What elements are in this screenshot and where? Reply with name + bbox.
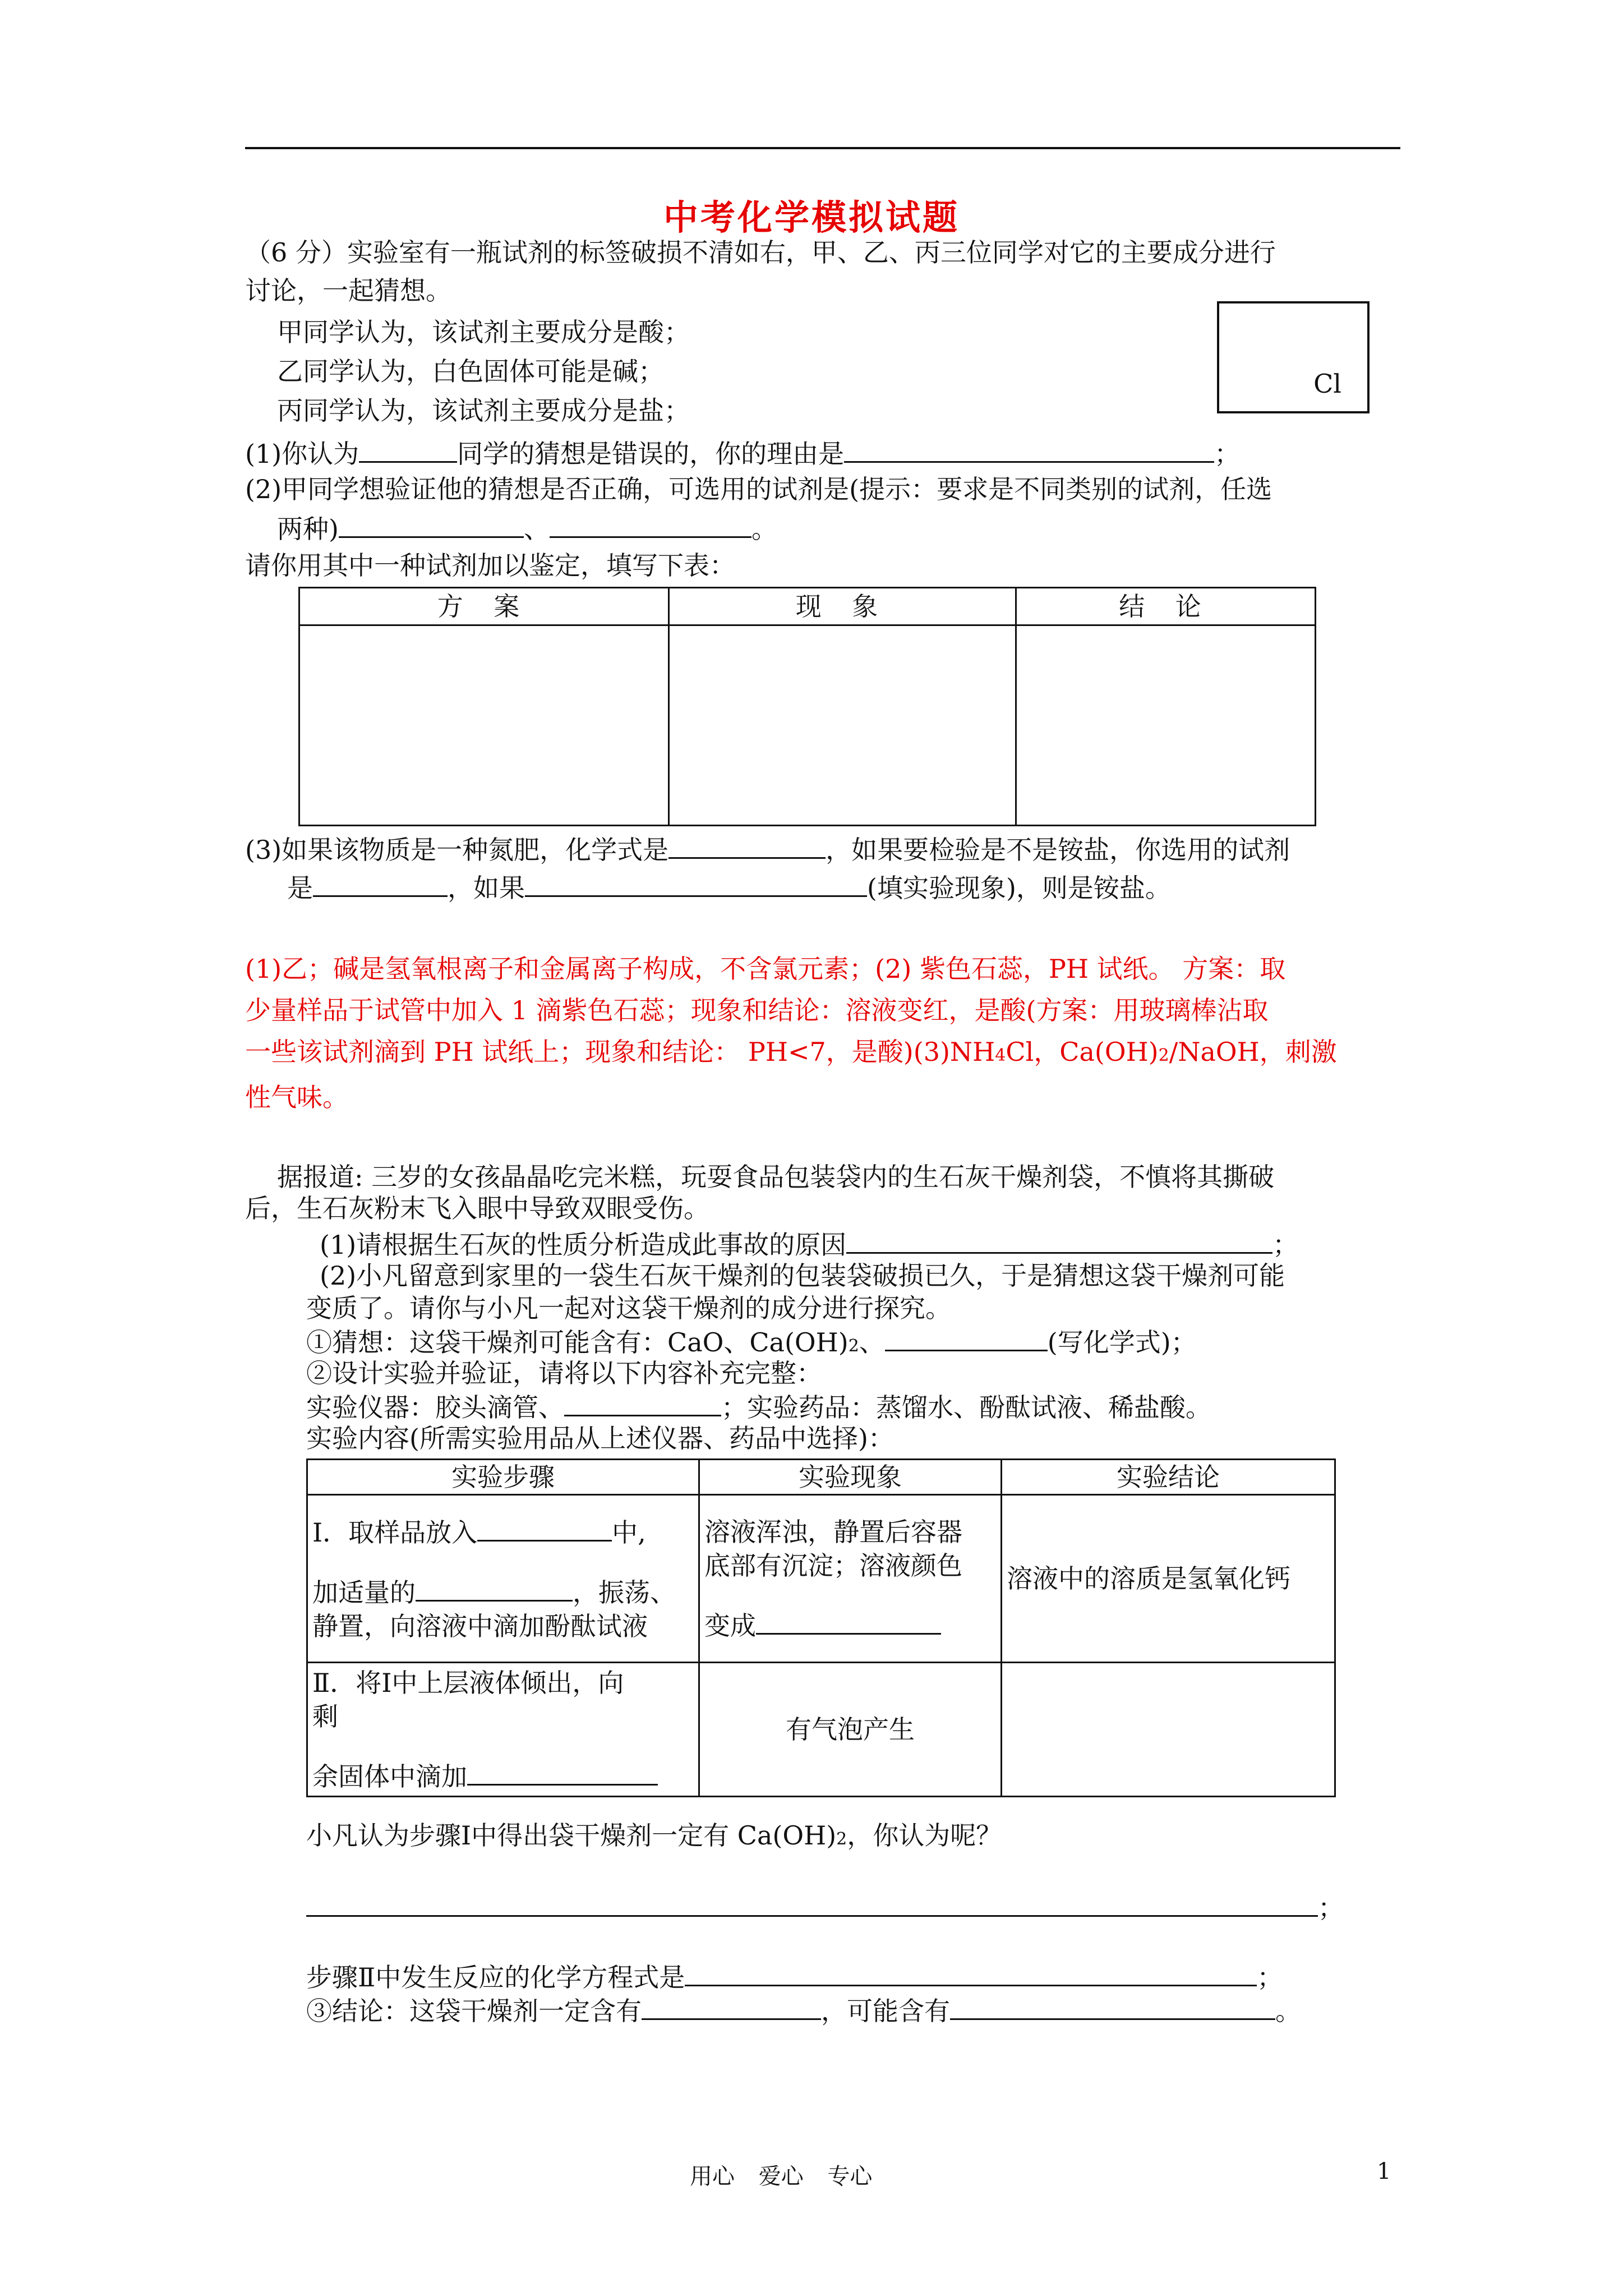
q2-row1-step-b: 中,	[612, 1517, 646, 1548]
q2-conclusion-a: ③结论：这袋干燥剂一定含有	[306, 1996, 642, 2026]
q2-equation-text: 步骤Ⅱ中发生反应的化学方程式是	[306, 1962, 685, 1993]
q1-intro-line1: （6 分）实验室有一瓶试剂的标签破损不清如右，甲、乙、丙三位同学对它的主要成分进行	[245, 237, 1276, 268]
q2-guess-sub: 2	[848, 1336, 859, 1356]
q1-part2-line2	[277, 510, 777, 546]
q1-part3-d: ，如果	[448, 873, 525, 903]
answer-line1: (1)乙；碱是氢氧根离子和金属离子构成，不含氯元素；(2) 紫色石蕊，PH 试纸。 方案：取	[245, 954, 1286, 984]
q2-question-b: ，你认为呢？	[847, 1820, 1002, 1851]
blank-definitely-contains[interactable]	[642, 1993, 821, 2020]
q2-question	[306, 1819, 1002, 1856]
page-title: 中考化学模拟试题	[663, 197, 960, 238]
footer-motto: 用心 爱心 专心	[690, 2164, 873, 2189]
q1-part1	[245, 435, 1240, 471]
q1-part2-sep: 、	[523, 514, 550, 544]
q2-row2-step	[307, 1663, 699, 1797]
q2-col-observation: 实验现象	[699, 1460, 1002, 1495]
answer-line3-b: Cl，Ca(OH)	[1006, 1037, 1159, 1067]
q2-instruments-a: 实验仪器：胶头滴管、	[306, 1392, 564, 1423]
answer-line3-sub2: 2	[1158, 1046, 1169, 1065]
q2-row1-step-d: ，振荡、	[573, 1577, 676, 1608]
blank-add-reagent[interactable]	[416, 1574, 573, 1602]
q1-col-plan: 方 案	[299, 588, 669, 625]
header-rule	[245, 147, 1400, 149]
blank-wrong-student[interactable]	[359, 435, 457, 463]
q2-conclusion	[306, 1993, 1301, 2028]
blank-formula[interactable]	[668, 831, 826, 859]
q2-row1-obs-c: 变成	[704, 1610, 756, 1641]
q2-sub2-line1: (2)小凡留意到家里的一袋生石灰干燥剂的包装袋破损已久，于是猜想这袋干燥剂可能	[320, 1260, 1285, 1291]
q2-row1-observation	[699, 1495, 1002, 1663]
q2-opinion-line	[306, 1889, 1344, 1925]
q2-row2-step-c: 余固体中滴加	[312, 1761, 467, 1792]
q2-instruments	[306, 1389, 1211, 1424]
blank-reason[interactable]	[844, 435, 1214, 463]
q1-part3-c: 是	[287, 873, 313, 903]
q2-row1-step-c: 加适量的	[312, 1577, 416, 1608]
q2-row1-step	[307, 1495, 699, 1663]
blank-container[interactable]	[477, 1514, 612, 1542]
q1-part3-line1	[245, 831, 1290, 867]
q1-part2-line1: (2)甲同学想验证他的猜想是否正确，可选用的试剂是(提示：要求是不同类别的试剂，任选	[245, 474, 1272, 504]
blank-phenomenon[interactable]	[525, 869, 867, 897]
q2-row1-step-e: 静置，向溶液中滴加酚酞试液	[312, 1611, 648, 1641]
answer-line3-c: /NaOH，刺激	[1169, 1037, 1337, 1067]
q2-design: ②设计实验并验证，请将以下内容补充完整：	[306, 1358, 822, 1388]
q1-phenomenon-cell[interactable]	[669, 625, 1016, 826]
q2-question-sub: 2	[836, 1829, 847, 1849]
answer-line3-a: 一些该试剂滴到 PH 试纸上；现象和结论： PH<7，是酸)(3)NH	[245, 1037, 995, 1067]
q2-content: 实验内容(所需实验用品从上述仪器、药品中选择)：	[306, 1423, 894, 1453]
blank-instrument[interactable]	[564, 1389, 721, 1416]
q2-sub1-text: (1)请根据生石灰的性质分析造成此事故的原因	[320, 1230, 847, 1260]
q1-part1-prefix: (1)你认为	[245, 439, 359, 469]
q1-conclusion-cell[interactable]	[1016, 625, 1316, 826]
q1-part3-e: (填实验现象)，则是铵盐。	[867, 873, 1171, 903]
q2-row1-obs-a: 溶液浑浊，静置后容器	[704, 1516, 962, 1547]
q2-intro-line2: 后，生石灰粉末飞入眼中导致双眼受伤。	[245, 1193, 709, 1223]
q2-row2-conclusion[interactable]	[1002, 1663, 1335, 1797]
q1-col-phenomenon: 现 象	[669, 588, 1016, 625]
q1-part3-line2	[287, 869, 1171, 905]
q2-question-a: 小凡认为步骤Ⅰ中得出袋干燥剂一定有 Ca(OH)	[306, 1820, 837, 1851]
q2-intro-line1: 据报道: 三岁的女孩晶晶吃完米糕，玩耍食品包装袋内的生石灰干燥剂袋，不慎将其撕破	[277, 1162, 1275, 1192]
q1-plan-cell[interactable]	[299, 625, 669, 826]
q2-sub1-end: ；	[1272, 1230, 1299, 1260]
q2-row1-obs-b: 底部有沉淀；溶液颜色	[704, 1550, 962, 1581]
q1-opinion-yi: 乙同学认为，白色固体可能是碱；	[277, 356, 664, 386]
q1-part3-mid: ，如果要检验是不是铵盐，你选用的试剂	[826, 835, 1290, 865]
blank-ammonium-reagent[interactable]	[313, 869, 448, 897]
q1-opinion-bing: 丙同学认为，该试剂主要成分是盐；	[277, 395, 690, 426]
q1-part1-mid: 同学的猜想是错误的，你的理由是	[457, 439, 845, 469]
q2-conclusion-b: ，可能含有	[821, 1996, 950, 2026]
q1-part1-end: ；	[1214, 439, 1241, 469]
q1-part3-prefix: (3)如果该物质是一种氮肥，化学式是	[245, 835, 669, 865]
q2-conclusion-end: 。	[1275, 1996, 1301, 2026]
blank-accident-cause[interactable]	[846, 1226, 1272, 1254]
q1-col-conclusion: 结 论	[1016, 588, 1316, 625]
blank-possibly-contains[interactable]	[950, 1993, 1275, 2020]
q2-row2-observation: 有气泡产生	[699, 1663, 1002, 1797]
q2-sub1	[320, 1226, 1298, 1262]
q1-part2-prefix: 两种)	[277, 514, 339, 544]
answer-line3	[245, 1031, 1400, 1076]
q1-opinion-jia: 甲同学认为，该试剂主要成分是酸；	[277, 317, 690, 347]
q1-part2-end: 。	[751, 514, 777, 544]
blank-color[interactable]	[756, 1607, 941, 1635]
q2-instruments-b: ；实验药品：蒸馏水、酚酞试液、稀盐酸。	[721, 1392, 1211, 1423]
q2-row2-step-b: 剩	[312, 1701, 338, 1732]
reagent-label-text: Cl	[1313, 369, 1341, 399]
q2-col-step: 实验步骤	[307, 1460, 699, 1495]
q2-opinion-end: ；	[1318, 1893, 1344, 1923]
q1-intro-line2: 讨论，一起猜想。	[245, 275, 451, 306]
q2-guess-b: 、	[859, 1327, 885, 1358]
q1-table-intro: 请你用其中一种试剂加以鉴定，填写下表：	[245, 550, 735, 581]
q2-row1-step-a: Ⅰ．取样品放入	[312, 1517, 478, 1548]
blank-reagent-2[interactable]	[550, 510, 751, 538]
q2-col-conclusion: 实验结论	[1002, 1460, 1335, 1495]
q2-equation-end: ；	[1257, 1962, 1283, 1993]
blank-guess-formula[interactable]	[885, 1324, 1048, 1351]
q2-sub2-line2: 变质了。请你与小凡一起对这袋干燥剂的成分进行探究。	[306, 1293, 951, 1323]
blank-drop-reagent[interactable]	[467, 1758, 658, 1786]
answer-block	[245, 948, 1400, 1118]
blank-equation[interactable]	[685, 1959, 1257, 1986]
blank-reagent-1[interactable]	[339, 510, 524, 538]
q1-identification-table	[298, 587, 1316, 826]
answer-line4: 性气味。	[245, 1082, 348, 1112]
q2-guess-a: ①猜想：这袋干燥剂可能含有：CaO、Ca(OH)	[306, 1327, 849, 1358]
q2-experiment-table	[306, 1458, 1336, 1797]
q2-row2-step-a: Ⅱ．将Ⅰ中上层液体倾出，向	[312, 1667, 624, 1698]
q2-guess-c: (写化学式)；	[1047, 1327, 1197, 1358]
q2-equation	[306, 1959, 1283, 1994]
answer-line2: 少量样品于试管中加入 1 滴紫色石蕊；现象和结论：溶液变红，是酸(方案：用玻璃棒沾取	[245, 995, 1269, 1025]
blank-opinion[interactable]	[306, 1889, 1318, 1917]
reagent-label-box	[1217, 301, 1370, 413]
q2-row1-conclusion: 溶液中的溶质是氢氧化钙	[1002, 1495, 1335, 1663]
page-number: 1	[1377, 2159, 1391, 2184]
answer-line3-sub1: 4	[995, 1046, 1006, 1065]
